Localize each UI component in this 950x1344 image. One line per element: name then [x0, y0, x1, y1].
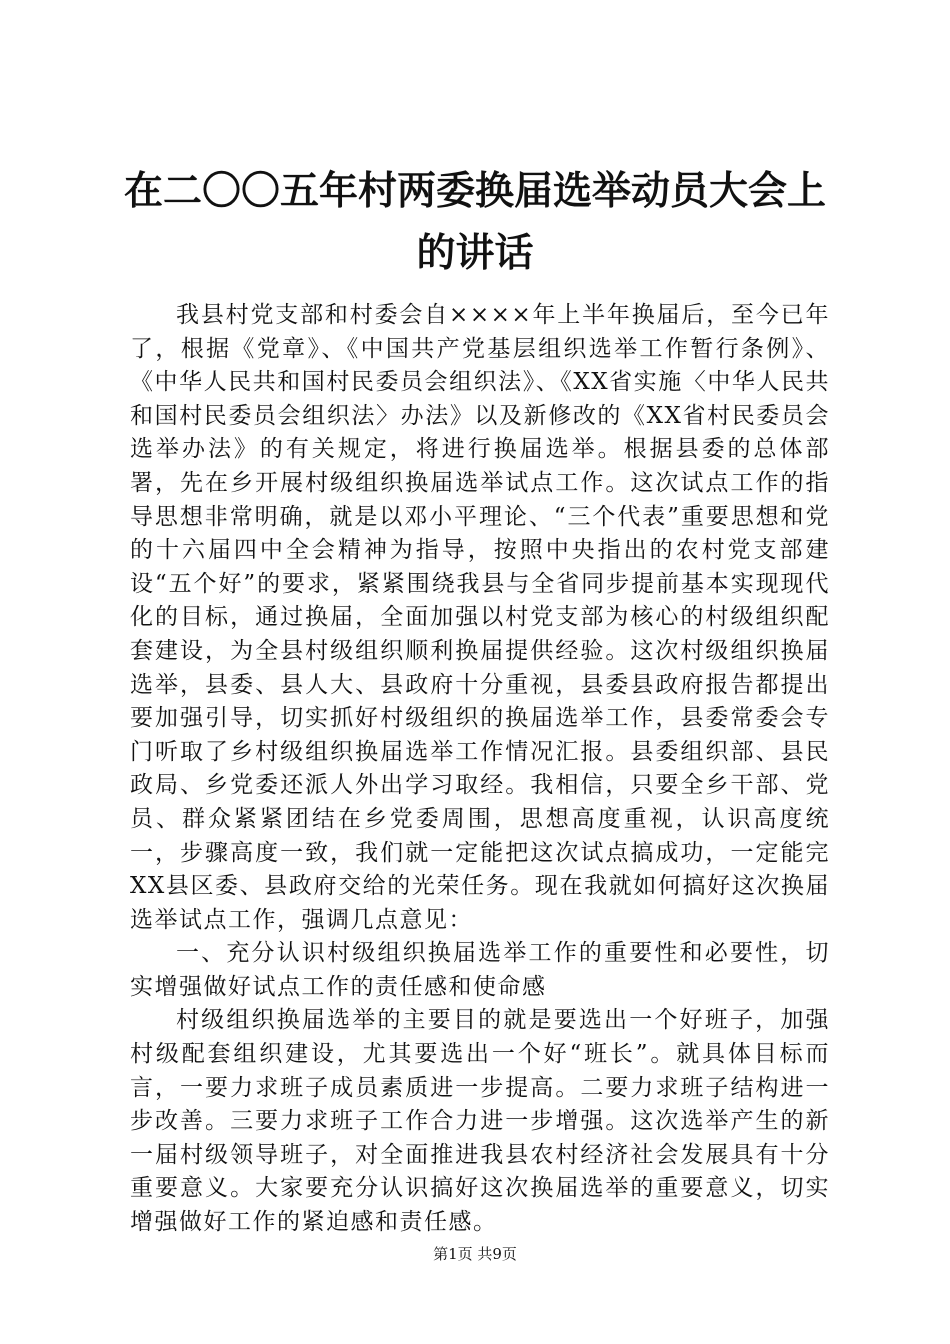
paragraph-goals: 村级组织换届选举的主要目的就是要选出一个好班子，加强村级配套组织建设，尤其要选出一个好“班长”。就具体目标而言，一要力求班子成员素质进一步提高。二要力求班子结构进一步改善。三要力求班子工作合力进一步增强。这次选举产生的新一届村级领导班子，对全面推进我县农村经济社会发展具有十分重要意义。大家要充分认识搞好这次换届选举的重要意义，切实增强做好工作的紧迫感和责任感。: [130, 1007, 830, 1236]
page-footer: [0, 1244, 950, 1264]
document-title: 在二〇〇五年村两委换届选举动员大会上的讲话: [123, 168, 826, 276]
page-number: 第1页: [433, 1245, 473, 1263]
paragraph-intro: 我县村党支部和村委会自××××年上半年换届后，至今已年了，根据《党章》、《中国共产党基层组织选举工作暂行条例》、《中华人民共和国村民委员会组织法》、《XX省实施〈中华人民共和国村民委员会组织法〉办法》以及新修改的《XX省村民委员会选举办法》的有关规定，将进行换届选举。根据县委的总体部署，先在乡开展村级组织换届选举试点工作。这次试点工作的指导思想非常明确，就是以邓小平理论、“三个代表”重要思想和党的十六届四中全会精神为指导，按照中央指出的农村党支部建设“五个好”的要求，紧紧围绕我县与全省同步提前基本实现现代化的目标，通过换届，全面加强以村党支部为核心的村级组织配套建设，为全县村级组织顺利换届提供经验。这次村级组织换届选举，县委、县人大、县政府十分重视，县委县政府报告都提出要加强引导，切实抓好村级组织的换届选举工作，县委常委会专门听取了乡村级组织换届选举工作情况汇报。县委组织部、县民政局、乡党委还派人外出学习取经。我相信，只要全乡干部、党员、群众紧紧团结在乡党委周围，思想高度重视，认识高度统一，步骤高度一致，我们就一定能把这次试点搞成功，一定能完XX县区委、县政府交给的光荣任务。现在我就如何搞好这次换届选举试点工作，强调几点意见：: [130, 302, 830, 933]
paragraph-heading-one: 一、充分认识村级组织换届选举工作的重要性和必要性，切实增强做好试点工作的责任感和使命感: [130, 940, 830, 1000]
document-body: [130, 299, 830, 1240]
page-total: 共9页: [477, 1245, 517, 1263]
